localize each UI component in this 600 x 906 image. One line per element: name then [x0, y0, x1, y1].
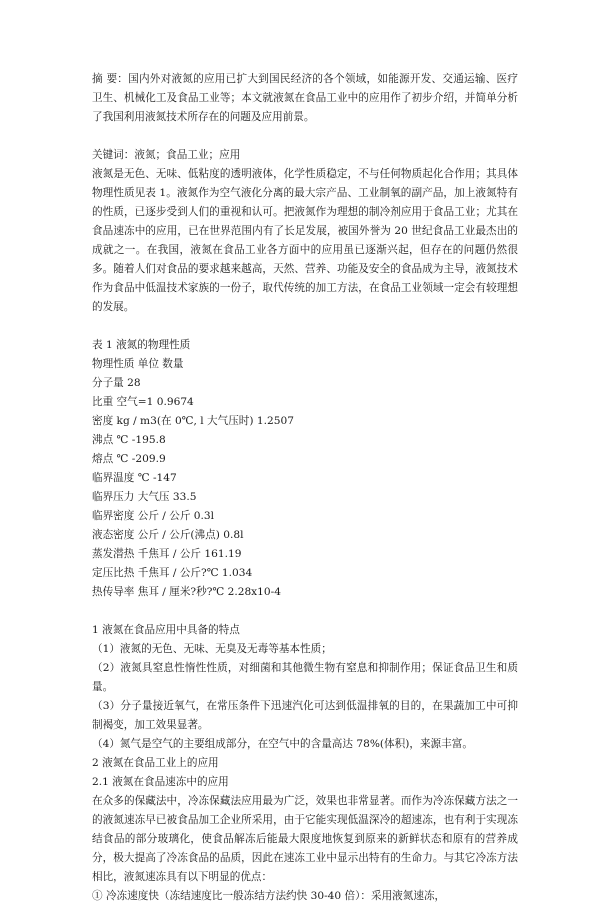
document-page [92, 70, 518, 906]
table-row: 液态密度 公斤 / 公斤(沸点) 0.8l [92, 529, 244, 541]
table-row: 临界密度 公斤 / 公斤 0.3l [92, 510, 215, 522]
table-row: 临界压力 大气压 33.5 [92, 491, 197, 503]
section-2-heading: 2 液氮在食品工业上的应用 [92, 757, 219, 769]
list-item: （4）氮气是空气的主要组成部分，在空气中的含量高达 78%(体积)，来源丰富。 [92, 738, 473, 750]
spacer [92, 317, 518, 336]
table-row: 定压比热 千焦耳 / 公斤?℃ 1.034 [92, 567, 253, 579]
keywords: 关键词：液氮；食品工业；应用 [92, 149, 241, 161]
table-header: 物理性质 单位 数量 [92, 358, 184, 370]
list-item: （2）液氮具窒息性惰性性质，对细菌和其他微生物有窒息和抑制作用；保证食品卫生和质量。 [92, 662, 518, 693]
table-row: 比重 空气=1 0.9674 [92, 396, 194, 408]
list-item: （1）液氮的无色、无味、无臭及无毒等基本性质； [92, 643, 332, 655]
table-row: 临界温度 ℃ -147 [92, 472, 177, 484]
list-item: （3）分子量接近氧气，在常压条件下迅速汽化可达到低温排氧的目的，在果蔬加工中可抑制褐变，加工效果显著。 [92, 700, 518, 731]
table-row: 密度 kg / m3(在 0℃, l 大气压时) 1.2507 [92, 415, 294, 427]
table-row: 蒸发潜热 千焦耳 / 公斤 161.19 [92, 548, 242, 560]
section-1-heading: 1 液氮在食品应用中具备的特点 [92, 624, 240, 636]
table-row: 热传导率 焦耳 / 厘米?秒?℃ 2.28x10-4 [92, 586, 281, 598]
spacer [92, 602, 518, 621]
table-caption: 表 1 液氮的物理性质 [92, 339, 191, 351]
table-row: 沸点 ℃ -195.8 [92, 434, 166, 446]
table-row: 熔点 ℃ -209.9 [92, 453, 166, 465]
list-item: ① 冷冻速度快（冻结速度比一般冻结方法约快 30-40 倍）：采用液氮速冻， [92, 890, 446, 902]
abstract: 摘 要：国内外对液氮的应用已扩大到国民经济的各个领域，如能源开发、交通运输、医疗卫生、机械化工及食品工业等；本文就液氮在食品工业中的应用作了初步介绍，并简单分析了我国利用液氮技术所存在的问题及应用前景。 [92, 73, 518, 123]
section-2-1-body: 在众多的保藏法中，冷冻保藏法应用最为广泛，效果也非常显著。而作为冷冻保藏方法之一的液氮速冻早已被食品加工企业所采用，由于它能实现低温深冷的超速冻，也有利于实现冻结食品的部分玻璃化，使食品解冻后能最大限度地恢复到原来的新鲜状态和原有的营养成分，极大提高了冷冻食品的品质，因此在速冻工业中显示出特有的生命力。与其它冷冻方法相比，液氮速冻具有以下明显的优点： [92, 795, 518, 883]
intro-paragraph: 液氮是无色、无味、低粘度的透明液体，化学性质稳定，不与任何物质起化合作用；其具体物理性质见表 1。液氮作为空气液化分离的最大宗产品、工业制氧的副产品，加上液氮特有的性质，已逐步受到人们的重视和认可。把液氮作为理想的制冷剂应用于食品工业；尤其在食品速冻中的应用，已在世界范围内有了长足发展，被国外誉为 20 世纪食品工业最杰出的成就之一。在我国，液氮在食品工业各方面中的应用虽已逐渐兴起，但存在的问题仍然很多。随着人们对食品的要求越来越高，天然、营养、功能及安全的食品成为主导，液氮技术作为食品中低温技术家族的一份子，取代传统的加工方法，在食品工业领域一定会有较理想的发展。 [92, 168, 518, 313]
section-2-1-heading: 2.1 液氮在食品速冻中的应用 [92, 776, 229, 788]
table-row: 分子量 28 [92, 377, 141, 389]
